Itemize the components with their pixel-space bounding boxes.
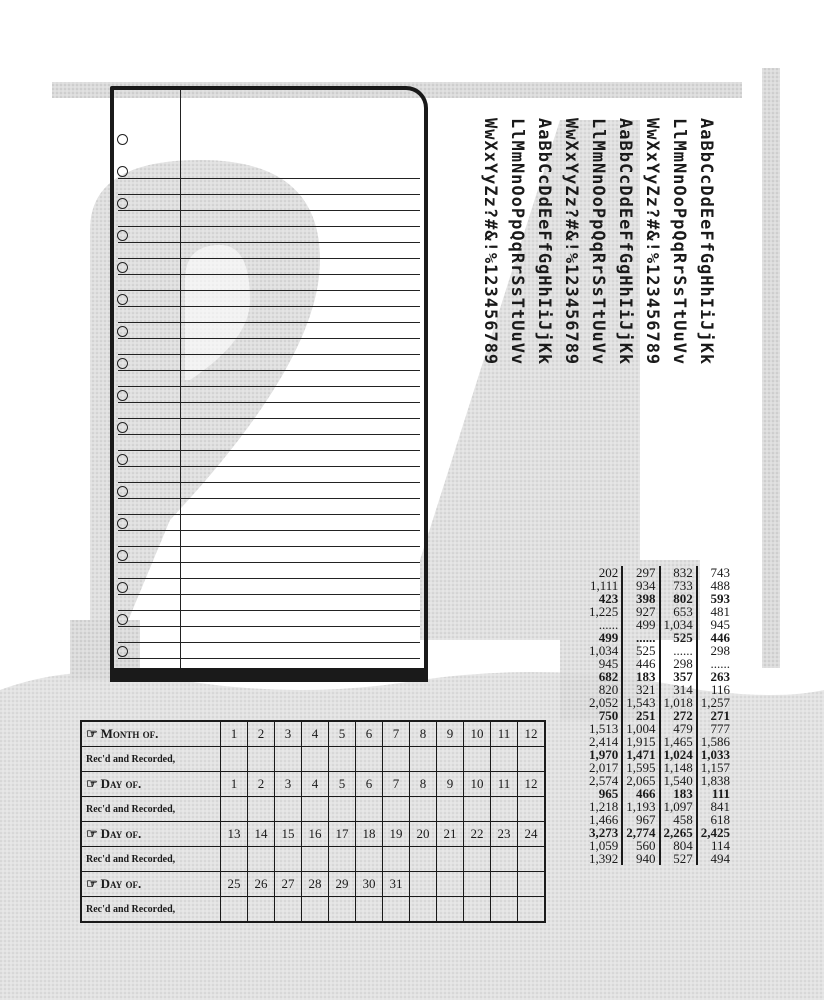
numbers-cell: 116: [697, 683, 733, 696]
numbers-cell: 733: [660, 579, 697, 592]
specimen-column: WwXxYyZz?#&!%123456789: [642, 118, 662, 366]
punch-hole: [117, 358, 128, 369]
ledger-record-cell: [248, 847, 275, 872]
ledger-record-cell: [464, 847, 491, 872]
numbers-cell: 263: [697, 670, 733, 683]
ledger-record-cell: [221, 747, 248, 772]
ruled-line: [118, 226, 420, 227]
ledger-day-cell: 23: [491, 822, 518, 847]
ledger-day-cell: 26: [248, 872, 275, 897]
ledger-record-cell: [437, 847, 464, 872]
ledger-numbers-table: [586, 566, 776, 865]
specimen-column: AaBbCcDdEeFfGgHhIiJjKk: [534, 118, 554, 366]
punch-hole: [117, 614, 128, 625]
ledger-day-cell: 25: [221, 872, 248, 897]
ledger-day-cell: 27: [275, 872, 302, 897]
ledger-header-row: [81, 721, 545, 747]
ledger-record-cell: [383, 747, 410, 772]
ledger-record-cell: [410, 797, 437, 822]
ruled-line: [118, 434, 420, 435]
ledger-day-cell: 7: [383, 772, 410, 797]
numbers-cell: 945: [697, 618, 733, 631]
ledger-day-cell: 19: [383, 822, 410, 847]
ledger-day-cell: [410, 872, 437, 897]
ledger-record-cell: [410, 897, 437, 923]
numbers-cell: 251: [622, 709, 659, 722]
ledger-record-cell: [275, 897, 302, 923]
ruled-line: [118, 386, 420, 387]
numbers-cell: 1,466: [589, 812, 619, 827]
ledger-record-row: [81, 797, 545, 822]
ledger-header-row: [81, 772, 545, 797]
ledger-day-cell: 15: [275, 822, 302, 847]
ledger-record-cell: [437, 797, 464, 822]
ruled-line: [118, 498, 420, 499]
ledger-record-cell: [329, 747, 356, 772]
ruled-line: [118, 194, 420, 195]
ruled-line: [118, 578, 420, 579]
ruled-line: [118, 626, 420, 627]
numbers-cell: 357: [660, 670, 697, 683]
numbers-cell: 560: [622, 839, 659, 852]
ledger-record-cell: [356, 847, 383, 872]
numbers-cell: 934: [622, 579, 659, 592]
ruled-line: [118, 178, 420, 179]
pointing-hand-icon: ☞: [86, 726, 98, 741]
numbers-cell: 321: [622, 683, 659, 696]
numbers-cell: 183: [660, 787, 697, 800]
numbers-cell: ......: [622, 631, 659, 644]
numbers-cell: 488: [697, 579, 733, 592]
ledger-record-cell: [491, 747, 518, 772]
numbers-cell: 832: [660, 566, 697, 579]
ledger-day-cell: 5: [329, 721, 356, 747]
numbers-cell: 202: [598, 565, 619, 580]
ledger-record-cell: [518, 747, 546, 772]
punch-hole: [117, 422, 128, 433]
numbers-cell: 682: [598, 669, 619, 684]
numbers-cell: 1,193: [622, 800, 659, 813]
specimen-column: LlMmNnOoPpQqRrSsTtUuVv: [669, 118, 689, 366]
ledger-record-cell: [383, 797, 410, 822]
numbers-cell: 653: [660, 605, 697, 618]
ledger-record-label: Rec'd and Recorded,: [81, 797, 221, 822]
numbers-cell: 494: [697, 852, 733, 865]
ledger-record-cell: [302, 847, 329, 872]
ledger-record-cell: [383, 847, 410, 872]
numbers-cell: 1,148: [660, 761, 697, 774]
numbers-cell: 2,265: [660, 826, 697, 839]
numbers-cell: 499: [598, 630, 619, 645]
numbers-cell: 2,052: [589, 695, 619, 710]
ledger-day-cell: 8: [410, 721, 437, 747]
ruled-line: [118, 306, 420, 307]
ledger-day-cell: 11: [491, 721, 518, 747]
numbers-cell: 3,273: [589, 825, 619, 840]
numbers-cell: 2,065: [622, 774, 659, 787]
numbers-cell: 2,425: [697, 826, 733, 839]
numbers-cell: 2,774: [622, 826, 659, 839]
numbers-cell: 1,392: [589, 851, 619, 866]
punch-hole: [117, 454, 128, 465]
ledger-day-cell: 12: [518, 772, 546, 797]
ledger-record-cell: [491, 797, 518, 822]
punch-hole: [117, 550, 128, 561]
numbers-cell: 298: [697, 644, 733, 657]
ruled-line: [118, 466, 420, 467]
numbers-cell: ......: [660, 644, 697, 657]
ledger-section-title: Day of.: [100, 876, 142, 891]
ledger-record-cell: [302, 897, 329, 923]
ledger-record-cell: [221, 797, 248, 822]
ruled-line: [118, 594, 420, 595]
ruled-line: [118, 338, 420, 339]
ledger-record-cell: [248, 897, 275, 923]
ledger-day-cell: 10: [464, 772, 491, 797]
numbers-cell: 1,543: [622, 696, 659, 709]
ledger-day-cell: 9: [437, 721, 464, 747]
ledger-record-row: [81, 747, 545, 772]
ledger-day-cell: 20: [410, 822, 437, 847]
ruled-line: [118, 450, 420, 451]
ledger-record-row: [81, 897, 545, 923]
specimen-column: LlMmNnOoPpQqRrSsTtUuVv: [507, 118, 527, 366]
numbers-cell: 527: [660, 852, 697, 865]
numbers-cell: 940: [622, 852, 659, 865]
ledger-day-cell: 13: [221, 822, 248, 847]
ledger-record-cell: [410, 847, 437, 872]
ledger-header-row: [81, 822, 545, 847]
ledger-day-cell: 24: [518, 822, 546, 847]
ledger-day-cell: 11: [491, 772, 518, 797]
ruled-line: [118, 290, 420, 291]
ledger-day-cell: 4: [302, 772, 329, 797]
punch-hole: [117, 486, 128, 497]
ledger-day-cell: 22: [464, 822, 491, 847]
numbers-cell: 841: [697, 800, 733, 813]
notebook-bottom-edge: [110, 668, 428, 682]
ledger-section-label: [81, 822, 221, 847]
ledger-record-cell: [491, 847, 518, 872]
numbers-cell: 1,004: [622, 722, 659, 735]
numbers-cell: 965: [598, 786, 619, 801]
ledger-day-cell: 1: [221, 721, 248, 747]
punch-hole: [117, 518, 128, 529]
ledger-record-cell: [221, 847, 248, 872]
numbers-cell: 458: [660, 813, 697, 826]
ledger-section-label: [81, 721, 221, 747]
numbers-cell: 479: [660, 722, 697, 735]
ruled-line: [118, 482, 420, 483]
numbers-cell: 1,970: [589, 747, 619, 762]
ledger-record-cell: [491, 897, 518, 923]
ruled-line: [118, 514, 420, 515]
numbers-cell: 1,586: [697, 735, 733, 748]
ledger-record-cell: [437, 747, 464, 772]
ledger-day-cell: [464, 872, 491, 897]
ledger-day-cell: 1: [221, 772, 248, 797]
ledger-record-cell: [275, 747, 302, 772]
punch-hole: [117, 262, 128, 273]
ledger-record-cell: [437, 897, 464, 923]
specimen-column: AaBbCcDdEeFfGgHhIiJjKk: [696, 118, 716, 366]
numbers-cell: 1,034: [660, 618, 697, 631]
ledger-day-cell: [491, 872, 518, 897]
numbers-cell: 1,465: [660, 735, 697, 748]
numbers-cell: 481: [697, 605, 733, 618]
ledger-section-label: [81, 872, 221, 897]
numbers-cell: 272: [660, 709, 697, 722]
numbers-cell: 2,017: [589, 760, 619, 775]
ledger-day-cell: 17: [329, 822, 356, 847]
numbers-cell: 1,024: [660, 748, 697, 761]
numbers-cell: 743: [697, 566, 733, 579]
ledger-record-row: [81, 847, 545, 872]
type-specimen: [476, 118, 716, 538]
ledger-day-cell: [437, 872, 464, 897]
numbers-cell: 820: [598, 682, 619, 697]
pointing-hand-icon: ☞: [86, 776, 98, 791]
ledger-record-cell: [275, 847, 302, 872]
ledger-day-cell: 16: [302, 822, 329, 847]
pointing-hand-icon: ☞: [86, 876, 98, 891]
punch-hole: [117, 294, 128, 305]
numbers-cell: ......: [697, 657, 733, 670]
numbers-cell: 525: [622, 644, 659, 657]
ledger-day-cell: 21: [437, 822, 464, 847]
numbers-cell: 114: [697, 839, 733, 852]
numbers-cell: 525: [660, 631, 697, 644]
numbers-cell: 1,540: [660, 774, 697, 787]
numbers-cell: 777: [697, 722, 733, 735]
numbers-cell: 1,033: [697, 748, 733, 761]
numbers-cell: 1,111: [589, 578, 619, 593]
ledger-record-cell: [302, 747, 329, 772]
ledger-record-label: Rec'd and Recorded,: [81, 847, 221, 872]
ledger-section-title: Day of.: [100, 776, 142, 791]
ledger-record-cell: [275, 797, 302, 822]
ledger-record-cell: [329, 797, 356, 822]
numbers-cell: 398: [622, 592, 659, 605]
ledger-day-cell: 7: [383, 721, 410, 747]
lined-notebook-page: [110, 86, 428, 682]
ruled-line: [118, 370, 420, 371]
ledger-day-cell: 3: [275, 772, 302, 797]
ledger-day-cell: [518, 872, 546, 897]
numbers-cell: 1,018: [660, 696, 697, 709]
punch-hole: [117, 582, 128, 593]
punch-hole: [117, 198, 128, 209]
punch-hole: [117, 166, 128, 177]
ledger-record-cell: [518, 847, 546, 872]
ledger-day-cell: 6: [356, 721, 383, 747]
ledger-section-title: Day of.: [100, 826, 142, 841]
ledger-record-cell: [464, 897, 491, 923]
ruled-line: [118, 642, 420, 643]
numbers-cell: 446: [622, 657, 659, 670]
ruled-line: [118, 354, 420, 355]
numbers-cell: 927: [622, 605, 659, 618]
numbers-cell: 1,157: [697, 761, 733, 774]
ruled-line: [118, 530, 420, 531]
ledger-record-cell: [383, 897, 410, 923]
ruled-line: [118, 322, 420, 323]
numbers-cell: 1,513: [589, 721, 619, 736]
ruled-line: [118, 562, 420, 563]
month-day-ledger: [80, 720, 550, 923]
numbers-row: [586, 852, 733, 865]
numbers-cell: 618: [697, 813, 733, 826]
numbers-cell: 1,225: [589, 604, 619, 619]
ledger-section-label: [81, 772, 221, 797]
numbers-cell: 1,838: [697, 774, 733, 787]
ledger-record-cell: [302, 797, 329, 822]
ledger-section-title: Month of.: [100, 726, 159, 741]
ledger-record-cell: [356, 797, 383, 822]
ledger-record-cell: [410, 747, 437, 772]
numbers-cell: 967: [622, 813, 659, 826]
numbers-cell: 1,915: [622, 735, 659, 748]
ruled-line: [118, 658, 420, 659]
numbers-cell: 1,257: [697, 696, 733, 709]
numbers-cell: 297: [622, 566, 659, 579]
ledger-record-cell: [518, 897, 546, 923]
numbers-cell: 750: [598, 708, 619, 723]
ledger-day-cell: 5: [329, 772, 356, 797]
numbers-cell: 593: [697, 592, 733, 605]
ledger-day-cell: 2: [248, 772, 275, 797]
ledger-day-cell: 12: [518, 721, 546, 747]
numbers-cell: 446: [697, 631, 733, 644]
numbers-cell: 111: [697, 787, 733, 800]
ledger-day-cell: 8: [410, 772, 437, 797]
numbers-cell: 423: [598, 591, 619, 606]
ledger-record-cell: [248, 797, 275, 822]
numbers-cell: 1,059: [589, 838, 619, 853]
numbers-cell: 2,574: [589, 773, 619, 788]
specimen-column: LlMmNnOoPpQqRrSsTtUuVv: [588, 118, 608, 366]
punch-hole: [117, 390, 128, 401]
ledger-header-row: [81, 872, 545, 897]
ledger-record-cell: [221, 897, 248, 923]
numbers-cell: 1,471: [622, 748, 659, 761]
ledger-day-cell: 9: [437, 772, 464, 797]
ledger-day-cell: 2: [248, 721, 275, 747]
ledger-day-cell: 28: [302, 872, 329, 897]
ledger-record-label: Rec'd and Recorded,: [81, 747, 221, 772]
ledger-record-label: Rec'd and Recorded,: [81, 897, 221, 923]
ledger-day-cell: 31: [383, 872, 410, 897]
numbers-cell: 945: [598, 656, 619, 671]
ledger-day-cell: 29: [329, 872, 356, 897]
ruled-line: [118, 258, 420, 259]
numbers-cell: 271: [697, 709, 733, 722]
numbers-cell: 314: [660, 683, 697, 696]
specimen-column: WwXxYyZz?#&!%123456789: [561, 118, 581, 366]
punch-hole: [117, 230, 128, 241]
numbers-cell: 183: [622, 670, 659, 683]
ruled-line: [118, 546, 420, 547]
ledger-day-cell: 6: [356, 772, 383, 797]
numbers-cell: 804: [660, 839, 697, 852]
ledger-record-cell: [464, 797, 491, 822]
numbers-cell: 1,218: [589, 799, 619, 814]
numbers-cell: 802: [660, 592, 697, 605]
ledger-record-cell: [356, 897, 383, 923]
ruled-line: [118, 418, 420, 419]
ledger-record-cell: [329, 847, 356, 872]
numbers-cell: 1,097: [660, 800, 697, 813]
ledger-day-cell: 3: [275, 721, 302, 747]
punch-hole: [117, 134, 128, 145]
numbers-cell: ......: [598, 617, 619, 632]
ledger-day-cell: 30: [356, 872, 383, 897]
numbers-cell: 298: [660, 657, 697, 670]
ledger-day-cell: 18: [356, 822, 383, 847]
numbers-cell: 466: [622, 787, 659, 800]
ruled-line: [118, 242, 420, 243]
ledger-record-cell: [356, 747, 383, 772]
punch-hole: [117, 646, 128, 657]
specimen-column: WwXxYyZz?#&!%123456789: [480, 118, 500, 366]
numbers-cell: 2,414: [589, 734, 619, 749]
ledger-day-cell: 10: [464, 721, 491, 747]
margin-line: [180, 90, 181, 668]
punch-hole: [117, 326, 128, 337]
ledger-record-cell: [464, 747, 491, 772]
ledger-record-cell: [518, 797, 546, 822]
ledger-record-cell: [329, 897, 356, 923]
ruled-line: [118, 210, 420, 211]
numbers-cell: 499: [622, 618, 659, 631]
ledger-day-cell: 4: [302, 721, 329, 747]
ruled-line: [118, 610, 420, 611]
specimen-column: AaBbCcDdEeFfGgHhIiJjKk: [615, 118, 635, 366]
numbers-cell: 1,595: [622, 761, 659, 774]
ruled-line: [118, 402, 420, 403]
ledger-day-cell: 14: [248, 822, 275, 847]
pointing-hand-icon: ☞: [86, 826, 98, 841]
ruled-line: [118, 274, 420, 275]
ledger-record-cell: [248, 747, 275, 772]
numbers-cell: 1,034: [589, 643, 619, 658]
